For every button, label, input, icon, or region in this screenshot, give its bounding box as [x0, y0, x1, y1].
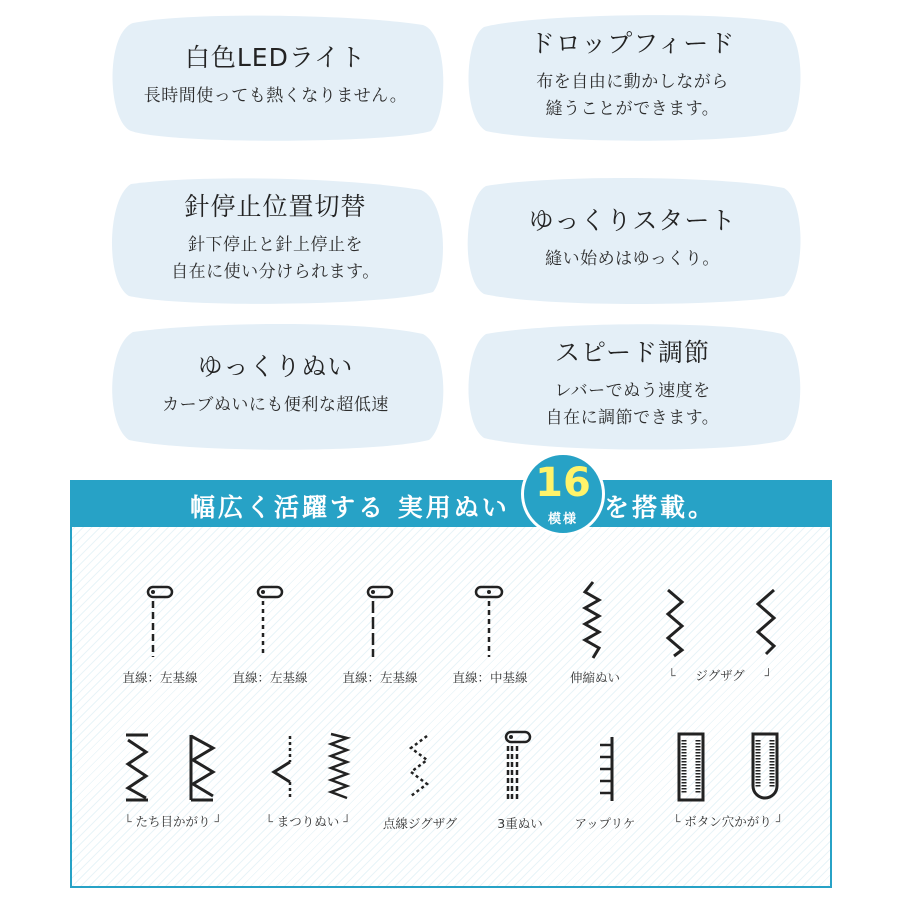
blind-stitch-icon [268, 732, 298, 802]
stitch-label: 直線：左基線 [342, 670, 418, 685]
feature-description [545, 246, 720, 273]
feature-description [144, 83, 408, 110]
stitch-label: └ ジグザグ ┘ [667, 668, 773, 683]
feature-description-line: 長時間使っても熱くなりません。 [143, 85, 408, 106]
stitch-label: 直線：左基線 [122, 670, 198, 685]
overcasting-stitch-icon [185, 732, 219, 802]
dotted-zigzag-stitch-icon [405, 732, 435, 802]
feature-title: スピード調節 [554, 338, 710, 368]
applique-stitch-icon [592, 735, 618, 803]
straight-stitch-left-icon [250, 585, 290, 660]
feature-description [171, 232, 380, 286]
feature-description-line: カーブぬいにも便利な超低速 [162, 394, 389, 415]
feature-card-slow-start [460, 176, 805, 304]
banner-text-before: 幅広く活躍する 実用ぬい [190, 493, 510, 522]
feature-description-line: 自在に調節できます。 [545, 408, 720, 429]
stitch-label: アップリケ [574, 816, 636, 831]
feature-card-slow-sewing [103, 322, 448, 450]
stitch-label: 点線ジグザグ [382, 816, 458, 831]
feature-description-line: 自在に使い分けられます。 [171, 262, 380, 283]
stitch-banner [70, 480, 832, 527]
straight-stitch-left-icon [360, 585, 400, 660]
feature-description-line: 縫い始めはゆっくり。 [545, 248, 720, 269]
overcasting-stitch-icon [120, 732, 154, 802]
feature-title: 白色LEDライト [184, 43, 367, 73]
triple-stitch-icon [500, 730, 534, 804]
stitch-label: 伸縮ぬい [569, 670, 620, 685]
feature-card-led-light [103, 13, 448, 141]
straight-stitch-center-icon [470, 585, 510, 660]
feature-description [546, 378, 720, 432]
stitch-count-number: 16 [535, 460, 591, 506]
feature-title: 針停止位置切替 [184, 192, 367, 222]
stitch-label: └ たち目かがり ┘ [123, 814, 223, 829]
feature-description [162, 392, 389, 419]
feature-description-line: 針下停止と針上停止を [187, 235, 363, 256]
stitch-label: 3重ぬい [497, 816, 543, 831]
blind-stitch-icon [325, 730, 353, 802]
stitch-label: └ まつりぬい ┘ [265, 814, 351, 829]
stitch-label: 直線：左基線 [232, 670, 308, 685]
feature-card-speed-control [460, 322, 805, 450]
stitch-count-badge [521, 452, 605, 536]
straight-stitch-left-icon [140, 585, 180, 660]
banner-text-after: を搭載。 [604, 493, 717, 522]
zigzag-stitch-narrow-icon [660, 588, 690, 658]
feature-card-needle-stop [103, 176, 448, 304]
stretch-stitch-icon [575, 580, 611, 660]
stitch-label: └ ボタン穴かがり ┘ [672, 814, 784, 829]
feature-title: ゆっくりスタート [528, 206, 737, 236]
stitch-count-unit: 模様 [547, 512, 578, 527]
zigzag-stitch-wide-icon [752, 588, 782, 658]
feature-card-drop-feed [460, 13, 805, 141]
feature-title: ドロップフィード [529, 29, 736, 59]
feature-description-line: 布を自由に動かしながら [536, 72, 729, 93]
feature-description-line: レバーでぬう速度を [554, 381, 711, 402]
feature-description-line: 縫うことができます。 [545, 99, 720, 120]
buttonhole-stitch-round-icon [748, 732, 782, 804]
feature-title: ゆっくりぬい [197, 352, 354, 382]
feature-description [536, 69, 729, 123]
buttonhole-stitch-square-icon [676, 732, 706, 802]
stitch-label: 直線：中基線 [452, 670, 528, 685]
